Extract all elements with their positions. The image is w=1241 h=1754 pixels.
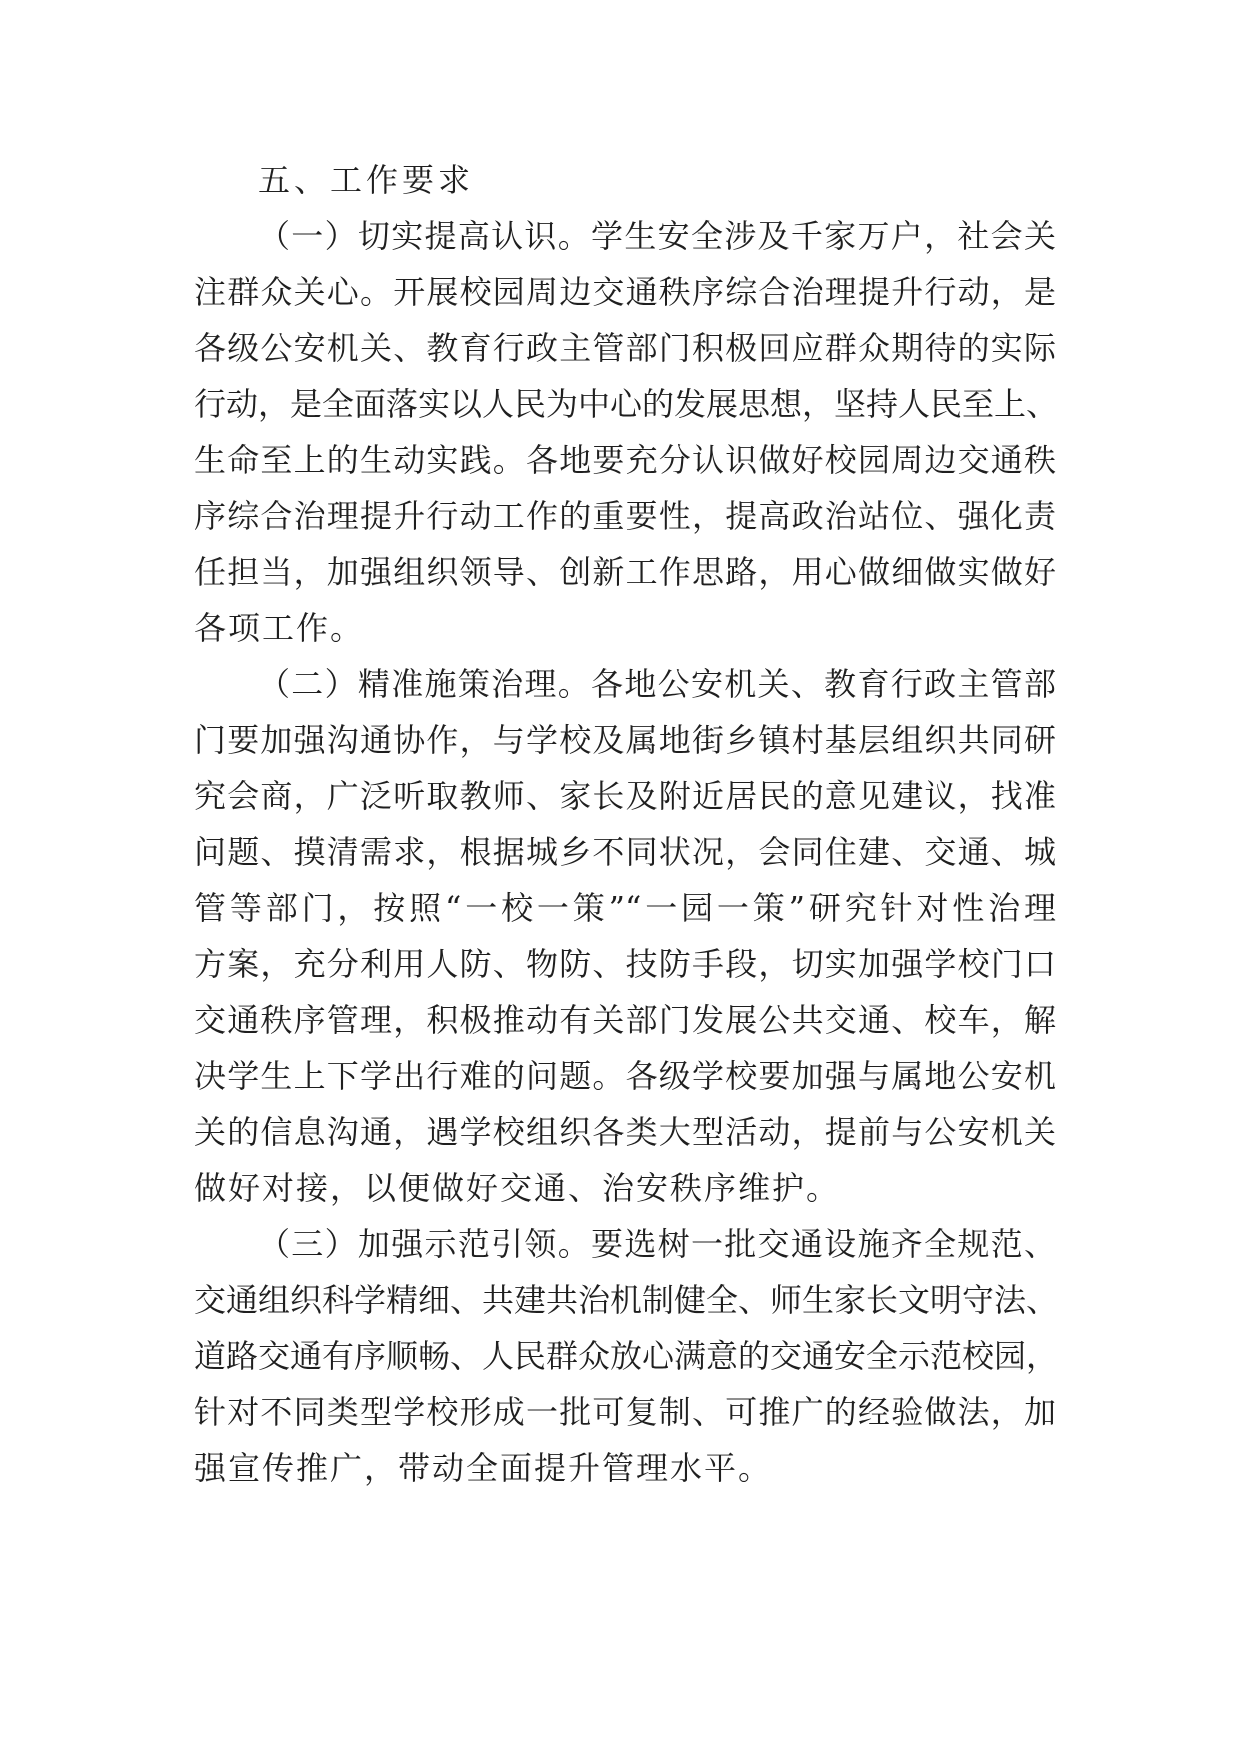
paragraph-line: 问题、摸清需求，根据城乡不同状况，会同住建、交通、城 (194, 833, 1056, 871)
paragraph-1 (194, 208, 1059, 656)
paragraph-line: 道路交通有序顺畅、人民群众放心满意的交通安全示范校园， (194, 1337, 1059, 1375)
paragraph-line: 决学生上下学出行难的问题。各级学校要加强与属地公安机 (194, 1057, 1056, 1095)
paragraph-line: 各级公安机关、教育行政主管部门积极回应群众期待的实际 (194, 329, 1056, 367)
paragraph-line: （二）精准施策治理。各地公安机关、教育行政主管部 (258, 665, 1056, 703)
paragraph-line: 行动，是全面落实以人民为中心的发展思想，坚持人民至上、 (194, 385, 1059, 423)
paragraph-line: （一）切实提高认识。学生安全涉及千家万户，社会关 (258, 217, 1056, 255)
paragraph-line: （三）加强示范引领。要选树一批交通设施齐全规范、 (258, 1225, 1056, 1263)
paragraph-line: 各项工作。 (194, 609, 365, 647)
paragraph-line: 强宣传推广，带动全面提升管理水平。 (194, 1449, 773, 1487)
paragraph-line: 序综合治理提升行动工作的重要性，提高政治站位、强化责 (194, 497, 1056, 535)
paragraph-2 (194, 656, 1056, 1216)
paragraph-line: 门要加强沟通协作，与学校及属地街乡镇村基层组织共同研 (194, 721, 1056, 759)
paragraph-line: 关的信息沟通，遇学校组织各类大型活动，提前与公安机关 (194, 1113, 1056, 1151)
paragraph-line: 做好对接，以便做好交通、治安秩序维护。 (194, 1169, 841, 1207)
paragraph-line: 交通组织科学精细、共建共治机制健全、师生家长文明守法、 (194, 1281, 1059, 1319)
paragraph-line: 任担当，加强组织领导、创新工作思路，用心做细做实做好 (194, 553, 1056, 591)
paragraph-line: 交通秩序管理，积极推动有关部门发展公共交通、校车，解 (194, 1001, 1056, 1039)
section-heading: 五、工作要求 (258, 161, 475, 199)
paragraph-line: 究会商，广泛听取教师、家长及附近居民的意见建议，找准 (194, 777, 1056, 815)
paragraph-line: 管等部门，按照“一校一策”“一园一策”研究针对性治理 (194, 889, 1056, 927)
paragraph-line: 注群众关心。开展校园周边交通秩序综合治理提升行动，是 (194, 273, 1056, 311)
paragraph-line: 方案，充分利用人防、物防、技防手段，切实加强学校门口 (194, 945, 1056, 983)
paragraph-line: 针对不同类型学校形成一批可复制、可推广的经验做法，加 (194, 1393, 1056, 1431)
document-body (194, 152, 1059, 1496)
paragraph-3 (194, 1216, 1059, 1496)
paragraph-line: 生命至上的生动实践。各地要充分认识做好校园周边交通秩 (194, 441, 1056, 479)
